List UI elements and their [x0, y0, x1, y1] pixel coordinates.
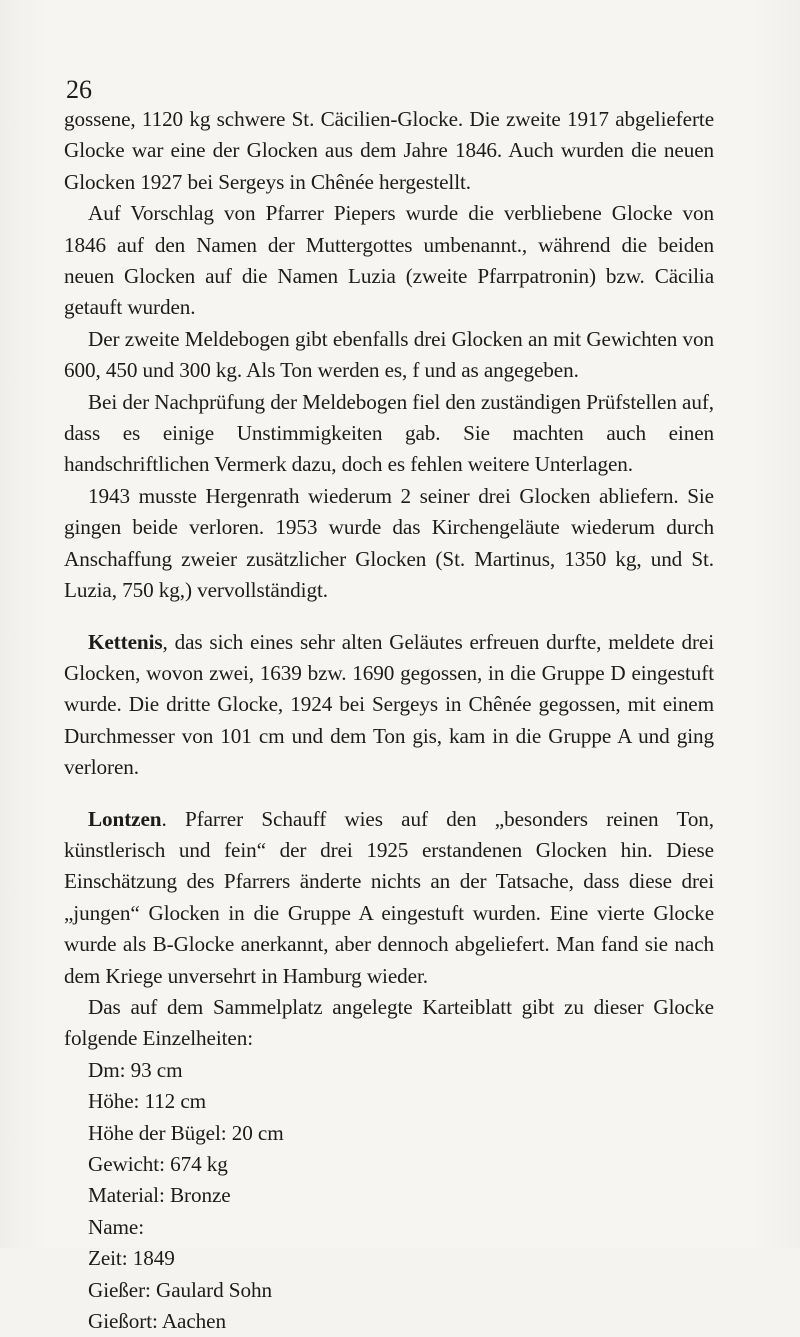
record-label: Dm:	[88, 1057, 126, 1082]
record-label: Name:	[88, 1214, 144, 1239]
paragraph-4: Bei der Nachprüfung der Meldebogen fiel den zuständigen Prüfstellen auf, dass es einige Unstimmigkeiten gab. Sie machten auch einen handschriftlichen Vermerk dazu, doch es fehlen weitere Unterlagen.	[64, 389, 714, 477]
paragraph-record-intro: Das auf dem Sammelplatz angelegte Karteiblatt gibt zu dieser Glocke folgende Einzelheiten:	[64, 994, 714, 1051]
record-field-height	[64, 1086, 714, 1117]
paragraph-kettenis-lead: Kettenis	[88, 629, 163, 654]
paragraph-kettenis	[64, 627, 714, 784]
paragraph-lontzen	[64, 804, 714, 992]
record-field-material	[64, 1180, 714, 1211]
record-value: Bronze	[169, 1183, 231, 1208]
record-value: Aachen	[161, 1309, 226, 1334]
record-field-yoke-height	[64, 1118, 714, 1149]
record-value: Gaulard Sohn	[156, 1277, 272, 1302]
paragraph-lontzen-lead: Lontzen	[88, 806, 162, 831]
paragraph-5: 1943 musste Hergenrath wiederum 2 seiner drei Glocken abliefern. Sie gingen beide verloren. 1953 wurde das Kirchengeläute wiederum durch Anschaffung zweier zusätzlicher Glocken (St. Martinus, 1350 kg, und St. Luzia, 750 kg,) vervollständigt.	[64, 483, 714, 603]
record-label: Höhe der Bügel:	[88, 1120, 227, 1145]
record-value: 674 kg	[170, 1152, 228, 1176]
record-field-name	[64, 1212, 714, 1243]
record-label: Gießort:	[88, 1309, 158, 1334]
page-number: 26	[66, 75, 92, 104]
record-label: Material:	[88, 1183, 165, 1208]
record-value: 1849	[132, 1246, 175, 1271]
record-value: 20 cm	[231, 1120, 284, 1145]
record-label: Höhe:	[88, 1089, 140, 1114]
record-label: Gewicht:	[88, 1152, 165, 1176]
record-label: Gießer:	[88, 1277, 151, 1302]
record-value: 112 cm	[144, 1089, 207, 1114]
record-field-foundry-place	[64, 1306, 714, 1337]
record-field-weight	[64, 1149, 714, 1180]
record-label: Zeit:	[88, 1246, 128, 1271]
paragraph-lontzen-text: . Pfarrer Schauff wies auf den „besonders reinen Ton, künstlerisch und fein“ der drei 1925 erstandenen Glocken hin. Diese Einschätzung des Pfarrers änderte nichts an der Tatsache, dass diese drei „jungen“ Glocken in die Gruppe A eingestuft wurden. Eine vierte Glocke wurde als B-Glocke anerkannt, aber dennoch abgeliefert. Man fand sie nach dem Kriege unversehrt in Hamburg wieder.	[64, 806, 714, 988]
record-field-founder	[64, 1275, 714, 1306]
record-value: 93 cm	[130, 1057, 183, 1082]
paragraph-1: gossene, 1120 kg schwere St. Cäcilien-Glocke. Die zweite 1917 abgelieferte Glocke war eine der Glocken aus dem Jahre 1846. Auch wurden die neuen Glocken 1927 bei Sergeys in Chênée hergestellt.	[64, 107, 714, 194]
record-fields	[64, 1055, 714, 1337]
paragraph-kettenis-text: , das sich eines sehr alten Geläutes erfreuen durfte, meldete drei Glocken, wovon zwei, 1639 bzw. 1690 gegossen, in die Gruppe D eingestuft wurde. Die dritte Glocke, 1924 bei Sergeys in Chênée gegossen, mit einem Durchmesser von 101 cm und dem Ton gis, kam in die Gruppe A und ging verloren.	[64, 629, 714, 780]
paragraph-3: Der zweite Meldebogen gibt ebenfalls drei Glocken an mit Gewichten von 600, 450 und 300 kg. Als Ton werden es, f und as angegeben.	[64, 326, 714, 383]
record-field-diameter	[64, 1055, 714, 1086]
paragraph-2: Auf Vorschlag von Pfarrer Piepers wurde die verbliebene Glocke von 1846 auf den Namen der Muttergottes umbenannt., während die beiden neuen Glocken auf die Namen Luzia (zweite Pfarrpatronin) bzw. Cäcilia getauft wurden.	[64, 201, 714, 320]
body-text	[64, 104, 714, 1337]
